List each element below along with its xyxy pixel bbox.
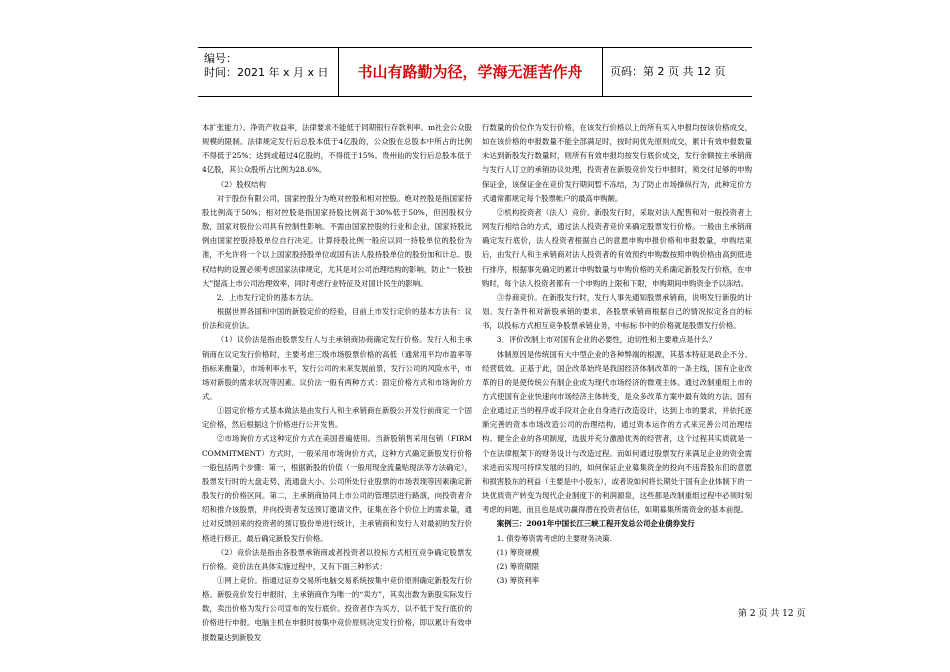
header-page-number: 页码：第 2 页 共 12 页	[610, 65, 726, 78]
paragraph: ③券商竞价。在新股发行时，发行人事先通知股票承销商，说明发行新股的计划、发行条件和对新股承销的要求，各股票承销商根据自己的情况拟定各自的标书，以投标方式相互竞争股票承销业务，中标标书中的价格就是股票发行价格。	[482, 292, 752, 331]
paragraph: ①网上竞价。指通过证券交易所电脑交易系统按集中竞价原则确定新股发行价格。新股竞价发行申报时，主承销商作为唯一的“卖方”，其卖出数为新股实际发行数，卖出价格为发行公司宣布的发行底价。投资者作为买方，以不低于发行底价的价格进行申报。电脑主机在申报时按集中竞价原则决定发行价格，即以累计有效申报数量达到新股发	[202, 576, 472, 642]
paragraph: 对于股份有限公司，国家控股分为绝对控股和相对控股。绝对控股是指国家持股比例高于50%；相对控股是指国家持股比例高于30%低于50%，但因股权分散，国家对股份公司具有控制性影响。不需由国家控股的行业和企业，国家持股比例由国家控股持股单位自行决定。计算持股比例一般应以同一持股单位的股份为准，不允许将一个以上国家股持股单位或国有法人股持股单位的股份加和计总。股权结构的设置必须考虑国家法律规定，尤其是对公司治理结构的影响，防止“一股独大”提高上市公司治理效率，同时考虑行业特征及对国计民生的影响。	[202, 193, 472, 288]
section-heading: 2．上市发行定价的基本方法。	[216, 292, 318, 302]
paragraph: 行数量的价位作为发行价格，在该发行价格以上的所有买入申报均按该价格成交，如在该价格的申报数量不能全部满足时，按时间优先原则成交，累计有效申报数量未达到新股发行数量时，则所有有效申报均按发行底价成交，发行余额按主承销商与发行人订立的承销协议处理，投资者在新股竞价发行申报时，须交付足够的申购保证金，该保证金在竞价发行期间暂不冻结，为了防止市场操纵行为，此种定价方式通常都规定每个股票帐户的最高申购额。	[482, 123, 752, 203]
paragraph: （2）竞价法是指由各股票承销商或者投资者以投标方式相互竞争确定股票发行价格。竞价法在具体实施过程中，又有下面三种形式：	[202, 547, 472, 571]
page-header	[198, 47, 752, 97]
document-number-label: 编号：	[204, 52, 237, 65]
section-heading: （2）股权结构	[216, 179, 266, 189]
paragraph: ①固定价格方式基本做法是由发行人和主承销商在新股公开发行前商定一个固定价格，然后根据这个价格进行公开发售。	[202, 406, 472, 430]
left-text-column	[202, 121, 472, 645]
header-motto-cell	[338, 48, 603, 96]
page-footer: 第 2 页 共 12 页	[738, 609, 806, 619]
list-item: (3) 筹资利率	[496, 576, 540, 585]
paragraph: （1）议价法是指由股票发行人与主承销商协商确定发行价格。发行人和主承销商在议定发行价格时，主要考虑三级市场股票价格的高低（通常用平均市盈率等指标来衡量），市场利率水平，发行公司的未来发展前景，发行公司的风险水平，市场对新股的需求状况等因素。议价法一般有两种方式：固定价格方式和市场询价方式。	[202, 335, 472, 401]
section-heading: 3．评价改制上市对国有企业的必要性，迫切性和主要难点是什么？	[496, 335, 716, 345]
case-heading: 案例三：2001年中国长江三峡工程开发总公司企业债券发行	[496, 519, 695, 529]
header-left-cell	[198, 48, 339, 96]
paragraph: 本扩张能力）、净资产收益率，法律要求不能低于同期银行存款利率。m社会公众股规模的限制。法律规定发行后总股本低于4亿股的，公众股在总股本中所占的比例不得低于25%；达到或超过4亿股的，不得低于15%。贵州仙的发行后总股本低于4亿股，其公众股所占比例为28.6%。	[202, 123, 472, 175]
paragraph: 体制原因是传统国有大中型企业的各种弊端的根源，其基本特征是政企不分、经营低效。正基于此，国企改革始终是我国经济体制改革的一条主线，国有企业改革的目的是使传统公有制企业成为现代市场经济的微观主体。通过改制重组上市的方式使国有企业快速向市场经济主体转变，是众多改革方案中最有效的方法。国有企业通过正当的程序或手段对企业自身进行改造设计，达到上市的要求，并依托逐渐完善的资本市场改造公司的治理结构，通过资本运作的方式来完善公司治理结构、健全企业的各项制度，选拔并充分激励优秀的经营者，这个过程其实质就是一个在法律框架下的财务设计与改造过程。而如何通过股票发行来满足企业的资金需求进而实现可持续发展的目的，如何保证企业募集资金的投向不违背股东们的意愿和损害股东的利益（主要是中小股东），或者说如何将长期处于国有企业体制下的一块优质资产转变为现代企业制度下的利润源泉，这些都是改制重组过程中必须时刻考虑的问题，而且也是成功赢得潜在投资者信任，如期募集所需资金的基本前提。	[482, 349, 752, 515]
right-text-column	[482, 121, 752, 588]
header-right-cell	[602, 48, 752, 96]
list-item: 1. 债券筹资需考虑的主要财务决策.	[496, 533, 613, 543]
list-item: (2) 筹资期限	[496, 561, 540, 571]
paragraph: 根据世界各国和中国的新股定价的经验，目前上市发行定价的基本方法有：议价法和竞价法。	[202, 307, 472, 331]
header-motto: 书山有路勤为径，学海无涯苦作舟	[357, 63, 583, 81]
document-time-label: 时间：2021 年 x 月 x 日	[204, 66, 329, 79]
list-item: (1) 筹资规模	[496, 547, 540, 557]
paragraph: ②市场询价方式这种定价方式在美国普遍使用。当新股销售采用包销（FIRM COMMITMENT）方式时，一般采用市场询价方式，这种方式确定新股发行价格一般包括两个步骤：第一，根据新股的价值（一般用现金流量贴现法等方法确定），股票发行时的大盘走势、流通盘大小、公司所处行业股票的市场表现等因素确定新股发行的价格区间。第二，主承销商协同上市公司的管理层进行路演，向投资者介绍和推介该股票，并向投资者发送预订邀请文件，征集在各个价位上的需求量，通过对反馈回来的投资者的预订股份单进行统计，主承销商和发行人对最初的发行价格进行修正，最后确定新股发行价格。	[202, 434, 472, 543]
paragraph: ②机构投资者（法人）竞价。新股发行时，采取对法人配售和对一般投资者上网发行相结合的方式，通过法人投资者竞价来确定股票发行价格。一般由主承销商确定发行底价，法人投资者根据自己的意愿申购申报价格和申报数量，申购结束后，由发行人和主承销商对法人投资者的有效预约申购数按照申购价格由高到低进行排序，根据事先确定的累计申购数量与申购价格的关系确定新股发行价格，在申购时，每个法人投资者都有一个申购的上限和下限，申购期间申购资金予以冻结。	[482, 207, 752, 288]
